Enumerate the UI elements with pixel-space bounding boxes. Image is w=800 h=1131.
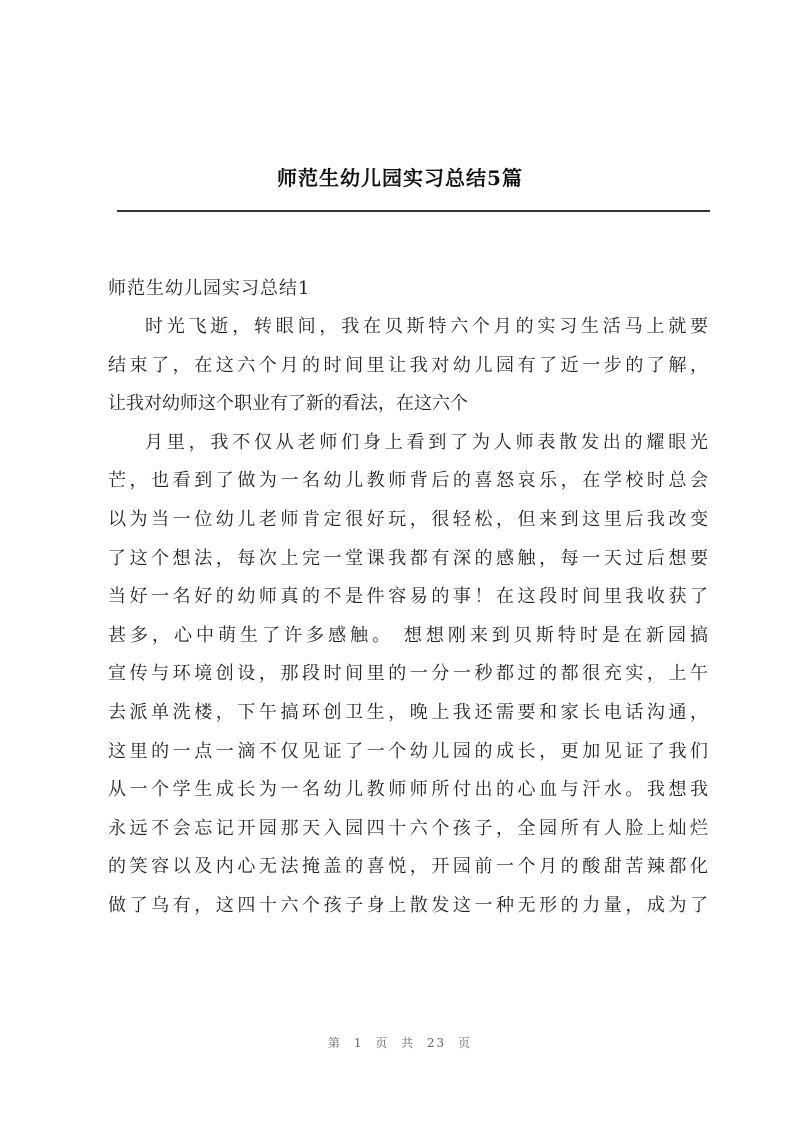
paragraph-line: 时光飞逝，转眼间，我在贝斯特六个月的实习生活马上就要 bbox=[145, 316, 708, 337]
paragraph-line: 结束了，在这六个月的时间里让我对幼儿园有了近一步的了解， bbox=[108, 354, 708, 376]
paragraph-line: 了这个想法，每次上完一堂课我都有深的感触，每一天过后想要 bbox=[108, 547, 708, 569]
paragraph-line: 这里的一点一滴不仅见证了一个幼儿园的成长，更加见证了我们 bbox=[108, 740, 708, 762]
page-title: 师范生幼儿园实习总结5篇 bbox=[277, 166, 523, 190]
paragraph-line: 让我对幼师这个职业有了新的看法，在这六个 bbox=[108, 393, 468, 415]
paragraph-line: 的笑容以及内心无法掩盖的喜悦，开园前一个月的酸甜苦辣都化 bbox=[108, 856, 708, 878]
body-text bbox=[108, 308, 708, 926]
paragraph-line: 去派单洗楼，下午搞环创卫生，晚上我还需要和家长电话沟通， bbox=[108, 701, 708, 723]
paragraph-line: 宣传与环境创设，那段时间里的一分一秒都过的都很充实，上午 bbox=[108, 663, 708, 685]
paragraph-line: 做了乌有，这四十六个孩子身上散发这一种无形的力量，成为了 bbox=[108, 894, 708, 916]
title-divider bbox=[117, 210, 710, 212]
paragraph-line: 月里，我不仅从老师们身上看到了为人师表散发出的耀眼光 bbox=[145, 431, 708, 453]
page-number-footer: 第 1 页 共 23 页 bbox=[328, 1036, 472, 1050]
paragraph-line: 芒，也看到了做为一名幼儿教师背后的喜怒哀乐，在学校时总会 bbox=[108, 470, 708, 492]
paragraph-line: 永远不会忘记开园那天入园四十六个孩子，全园所有人脸上灿烂 bbox=[108, 817, 708, 839]
section-heading: 师范生幼儿园实习总结1 bbox=[108, 278, 311, 299]
paragraph-line: 以为当一位幼儿老师肯定很好玩，很轻松，但来到这里后我改变 bbox=[108, 508, 708, 530]
paragraph-line: 当好一名好的幼师真的不是件容易的事！在这段时间里我收获了 bbox=[108, 586, 708, 608]
paragraph-line: 从一个学生成长为一名幼儿教师师所付出的心血与汗水。我想我 bbox=[108, 779, 708, 801]
paragraph-line: 甚多，心中萌生了许多感触。 想想刚来到贝斯特时是在新园搞 bbox=[108, 624, 708, 646]
